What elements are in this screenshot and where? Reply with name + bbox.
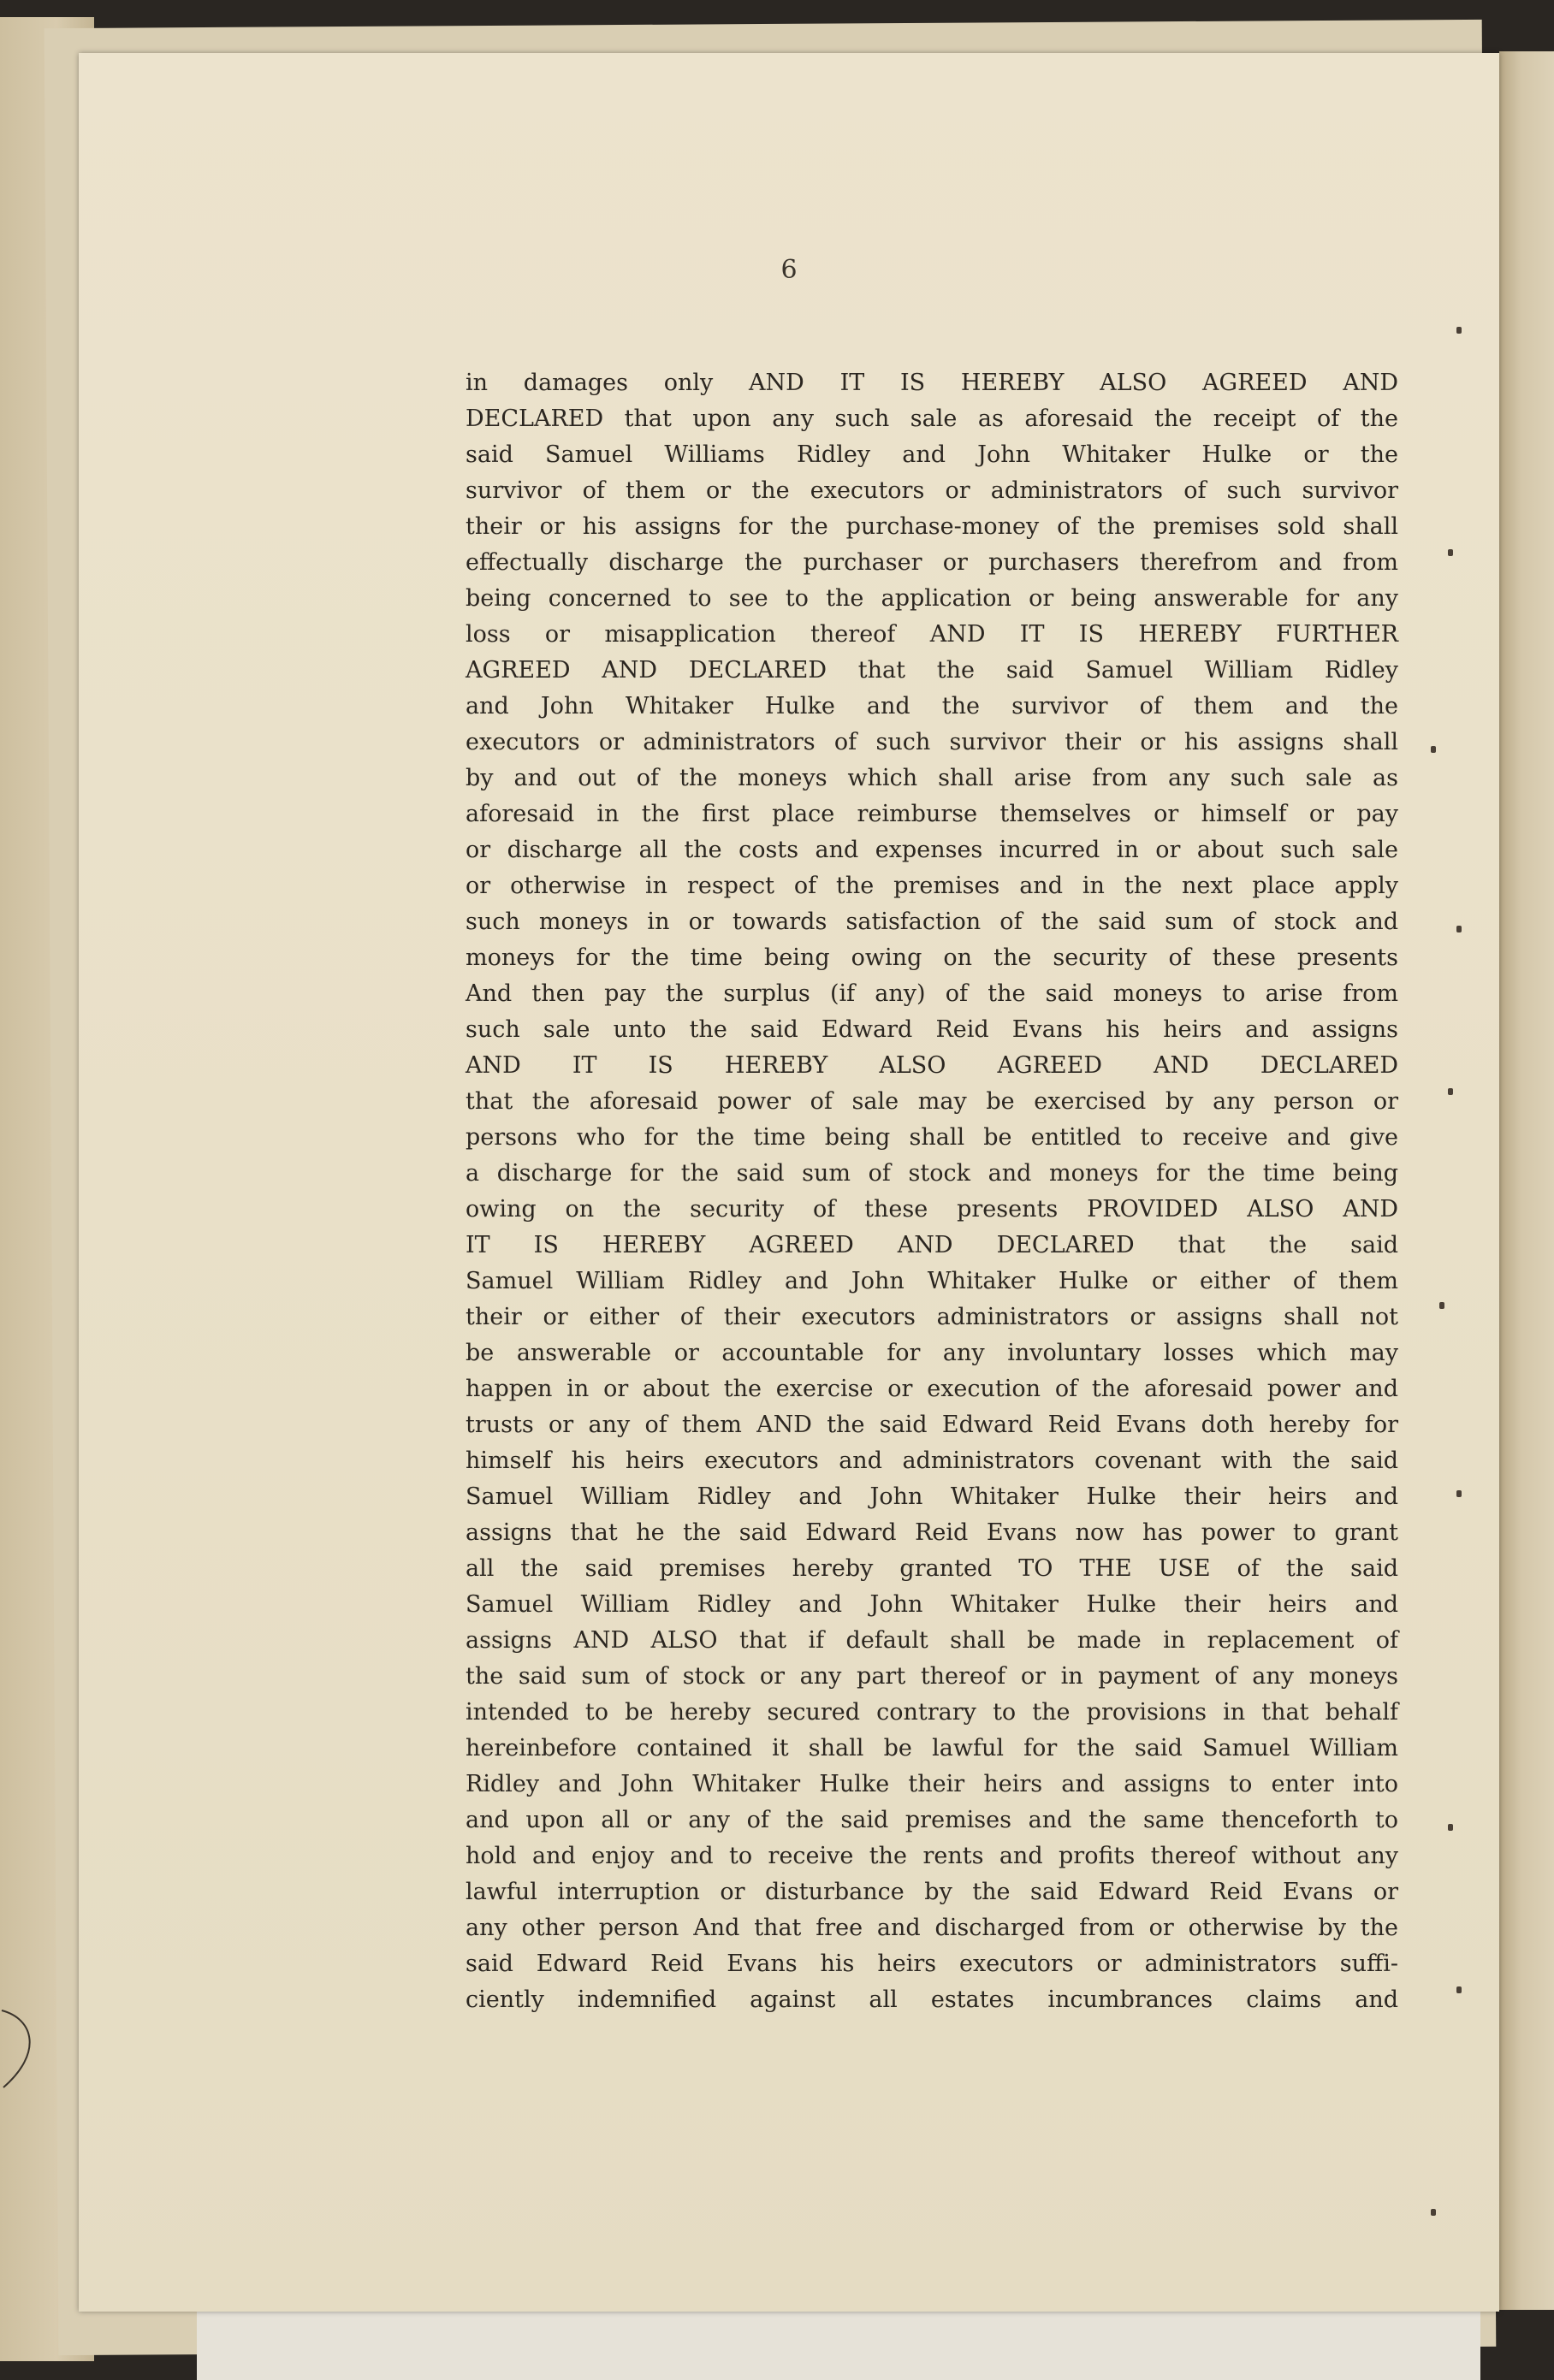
text-line: lawful interruption or disturbance by the said Edward Reid Evans or bbox=[466, 1879, 1398, 1905]
text-line: their or his assigns for the purchase-money of the premises sold shall bbox=[466, 513, 1398, 540]
page-number: 6 bbox=[780, 255, 798, 285]
text-line: and upon all or any of the said premises and the same thenceforth to bbox=[466, 1807, 1398, 1833]
text-line: hereinbefore contained it shall be lawful for the said Samuel William bbox=[466, 1735, 1398, 1761]
margin-speck bbox=[1439, 1302, 1444, 1309]
text-line: himself his heirs executors and administrators covenant with the said bbox=[466, 1448, 1398, 1474]
text-line: that the aforesaid power of sale may be exercised by any person or bbox=[466, 1088, 1398, 1115]
text-line: Samuel William Ridley and John Whitaker Hulke their heirs and bbox=[466, 1483, 1398, 1510]
margin-speck bbox=[1448, 1088, 1453, 1095]
margin-speck bbox=[1456, 1490, 1462, 1497]
text-line: such sale unto the said Edward Reid Evans his heirs and assigns bbox=[466, 1016, 1398, 1043]
text-line: loss or misapplication thereof AND IT IS HEREBY FURTHER bbox=[466, 621, 1398, 648]
document-page bbox=[79, 53, 1499, 2312]
text-line: AND IT IS HEREBY ALSO AGREED AND DECLARED bbox=[466, 1052, 1398, 1079]
text-line: Ridley and John Whitaker Hulke their heirs and assigns to enter into bbox=[466, 1771, 1398, 1797]
text-line: aforesaid in the first place reimburse themselves or himself or pay bbox=[466, 801, 1398, 827]
margin-speck bbox=[1448, 549, 1453, 556]
text-line: moneys for the time being owing on the security of these presents bbox=[466, 944, 1398, 971]
text-line: trusts or any of them AND the said Edward Reid Evans doth hereby for bbox=[466, 1412, 1398, 1438]
text-line: executors or administrators of such survivor their or his assigns shall bbox=[466, 729, 1398, 755]
text-line: a discharge for the said sum of stock and moneys for the time being bbox=[466, 1160, 1398, 1187]
text-line: survivor of them or the executors or administrators of such survivor bbox=[466, 477, 1398, 504]
text-line: IT IS HEREBY AGREED AND DECLARED that the said bbox=[466, 1232, 1398, 1258]
text-line: AGREED AND DECLARED that the said Samuel William Ridley bbox=[466, 657, 1398, 684]
margin-speck bbox=[1448, 1824, 1453, 1831]
text-line: the said sum of stock or any part thereof or in payment of any moneys bbox=[466, 1663, 1398, 1690]
text-line: being concerned to see to the application or being answerable for any bbox=[466, 585, 1398, 612]
text-line: Samuel William Ridley and John Whitaker Hulke or either of them bbox=[466, 1268, 1398, 1294]
right-page-edge bbox=[1499, 51, 1554, 2310]
text-line: any other person And that free and discharged from or otherwise by the bbox=[466, 1915, 1398, 1941]
text-line: happen in or about the exercise or execution of the aforesaid power and bbox=[466, 1376, 1398, 1402]
text-line: owing on the security of these presents PROVIDED ALSO AND bbox=[466, 1196, 1398, 1223]
text-line: or discharge all the costs and expenses incurred in or about such sale bbox=[466, 837, 1398, 863]
text-line: and John Whitaker Hulke and the survivor of them and the bbox=[466, 693, 1398, 719]
margin-speck bbox=[1456, 926, 1462, 932]
text-line: And then pay the surplus (if any) of the said moneys to arise from bbox=[466, 980, 1398, 1007]
margin-ink-curve bbox=[0, 2002, 51, 2096]
margin-speck bbox=[1456, 327, 1462, 334]
text-line: intended to be hereby secured contrary to the provisions in that behalf bbox=[466, 1699, 1398, 1726]
text-line: assigns that he the said Edward Reid Evans now has power to grant bbox=[466, 1519, 1398, 1546]
margin-speck bbox=[1431, 746, 1436, 753]
margin-speck bbox=[1456, 1986, 1462, 1993]
text-line: said Edward Reid Evans his heirs executors or administrators suffi- bbox=[466, 1951, 1398, 1977]
text-line: such moneys in or towards satisfaction of the said sum of stock and bbox=[466, 909, 1398, 935]
text-line: in damages only AND IT IS HEREBY ALSO AGREED AND bbox=[466, 370, 1398, 396]
text-line: Samuel William Ridley and John Whitaker Hulke their heirs and bbox=[466, 1591, 1398, 1618]
text-line: by and out of the moneys which shall arise from any such sale as bbox=[466, 765, 1398, 791]
text-line: all the said premises hereby granted TO THE USE of the said bbox=[466, 1555, 1398, 1582]
text-line: effectually discharge the purchaser or purchasers therefrom and from bbox=[466, 549, 1398, 576]
text-line: hold and enjoy and to receive the rents and profits thereof without any bbox=[466, 1843, 1398, 1869]
text-line: said Samuel Williams Ridley and John Whitaker Hulke or the bbox=[466, 441, 1398, 468]
text-line: persons who for the time being shall be entitled to receive and give bbox=[466, 1124, 1398, 1151]
text-line: be answerable or accountable for any involuntary losses which may bbox=[466, 1340, 1398, 1366]
text-line: assigns AND ALSO that if default shall be made in replacement of bbox=[466, 1627, 1398, 1654]
body-text bbox=[466, 365, 1398, 2018]
text-line: their or either of their executors administrators or assigns shall not bbox=[466, 1304, 1398, 1330]
margin-speck bbox=[1431, 2209, 1436, 2216]
text-line: or otherwise in respect of the premises and in the next place apply bbox=[466, 873, 1398, 899]
text-line: DECLARED that upon any such sale as aforesaid the receipt of the bbox=[466, 406, 1398, 432]
text-line: ciently indemnified against all estates incumbrances claims and bbox=[466, 1986, 1398, 2013]
bottom-paper-scrap bbox=[197, 2310, 1480, 2380]
